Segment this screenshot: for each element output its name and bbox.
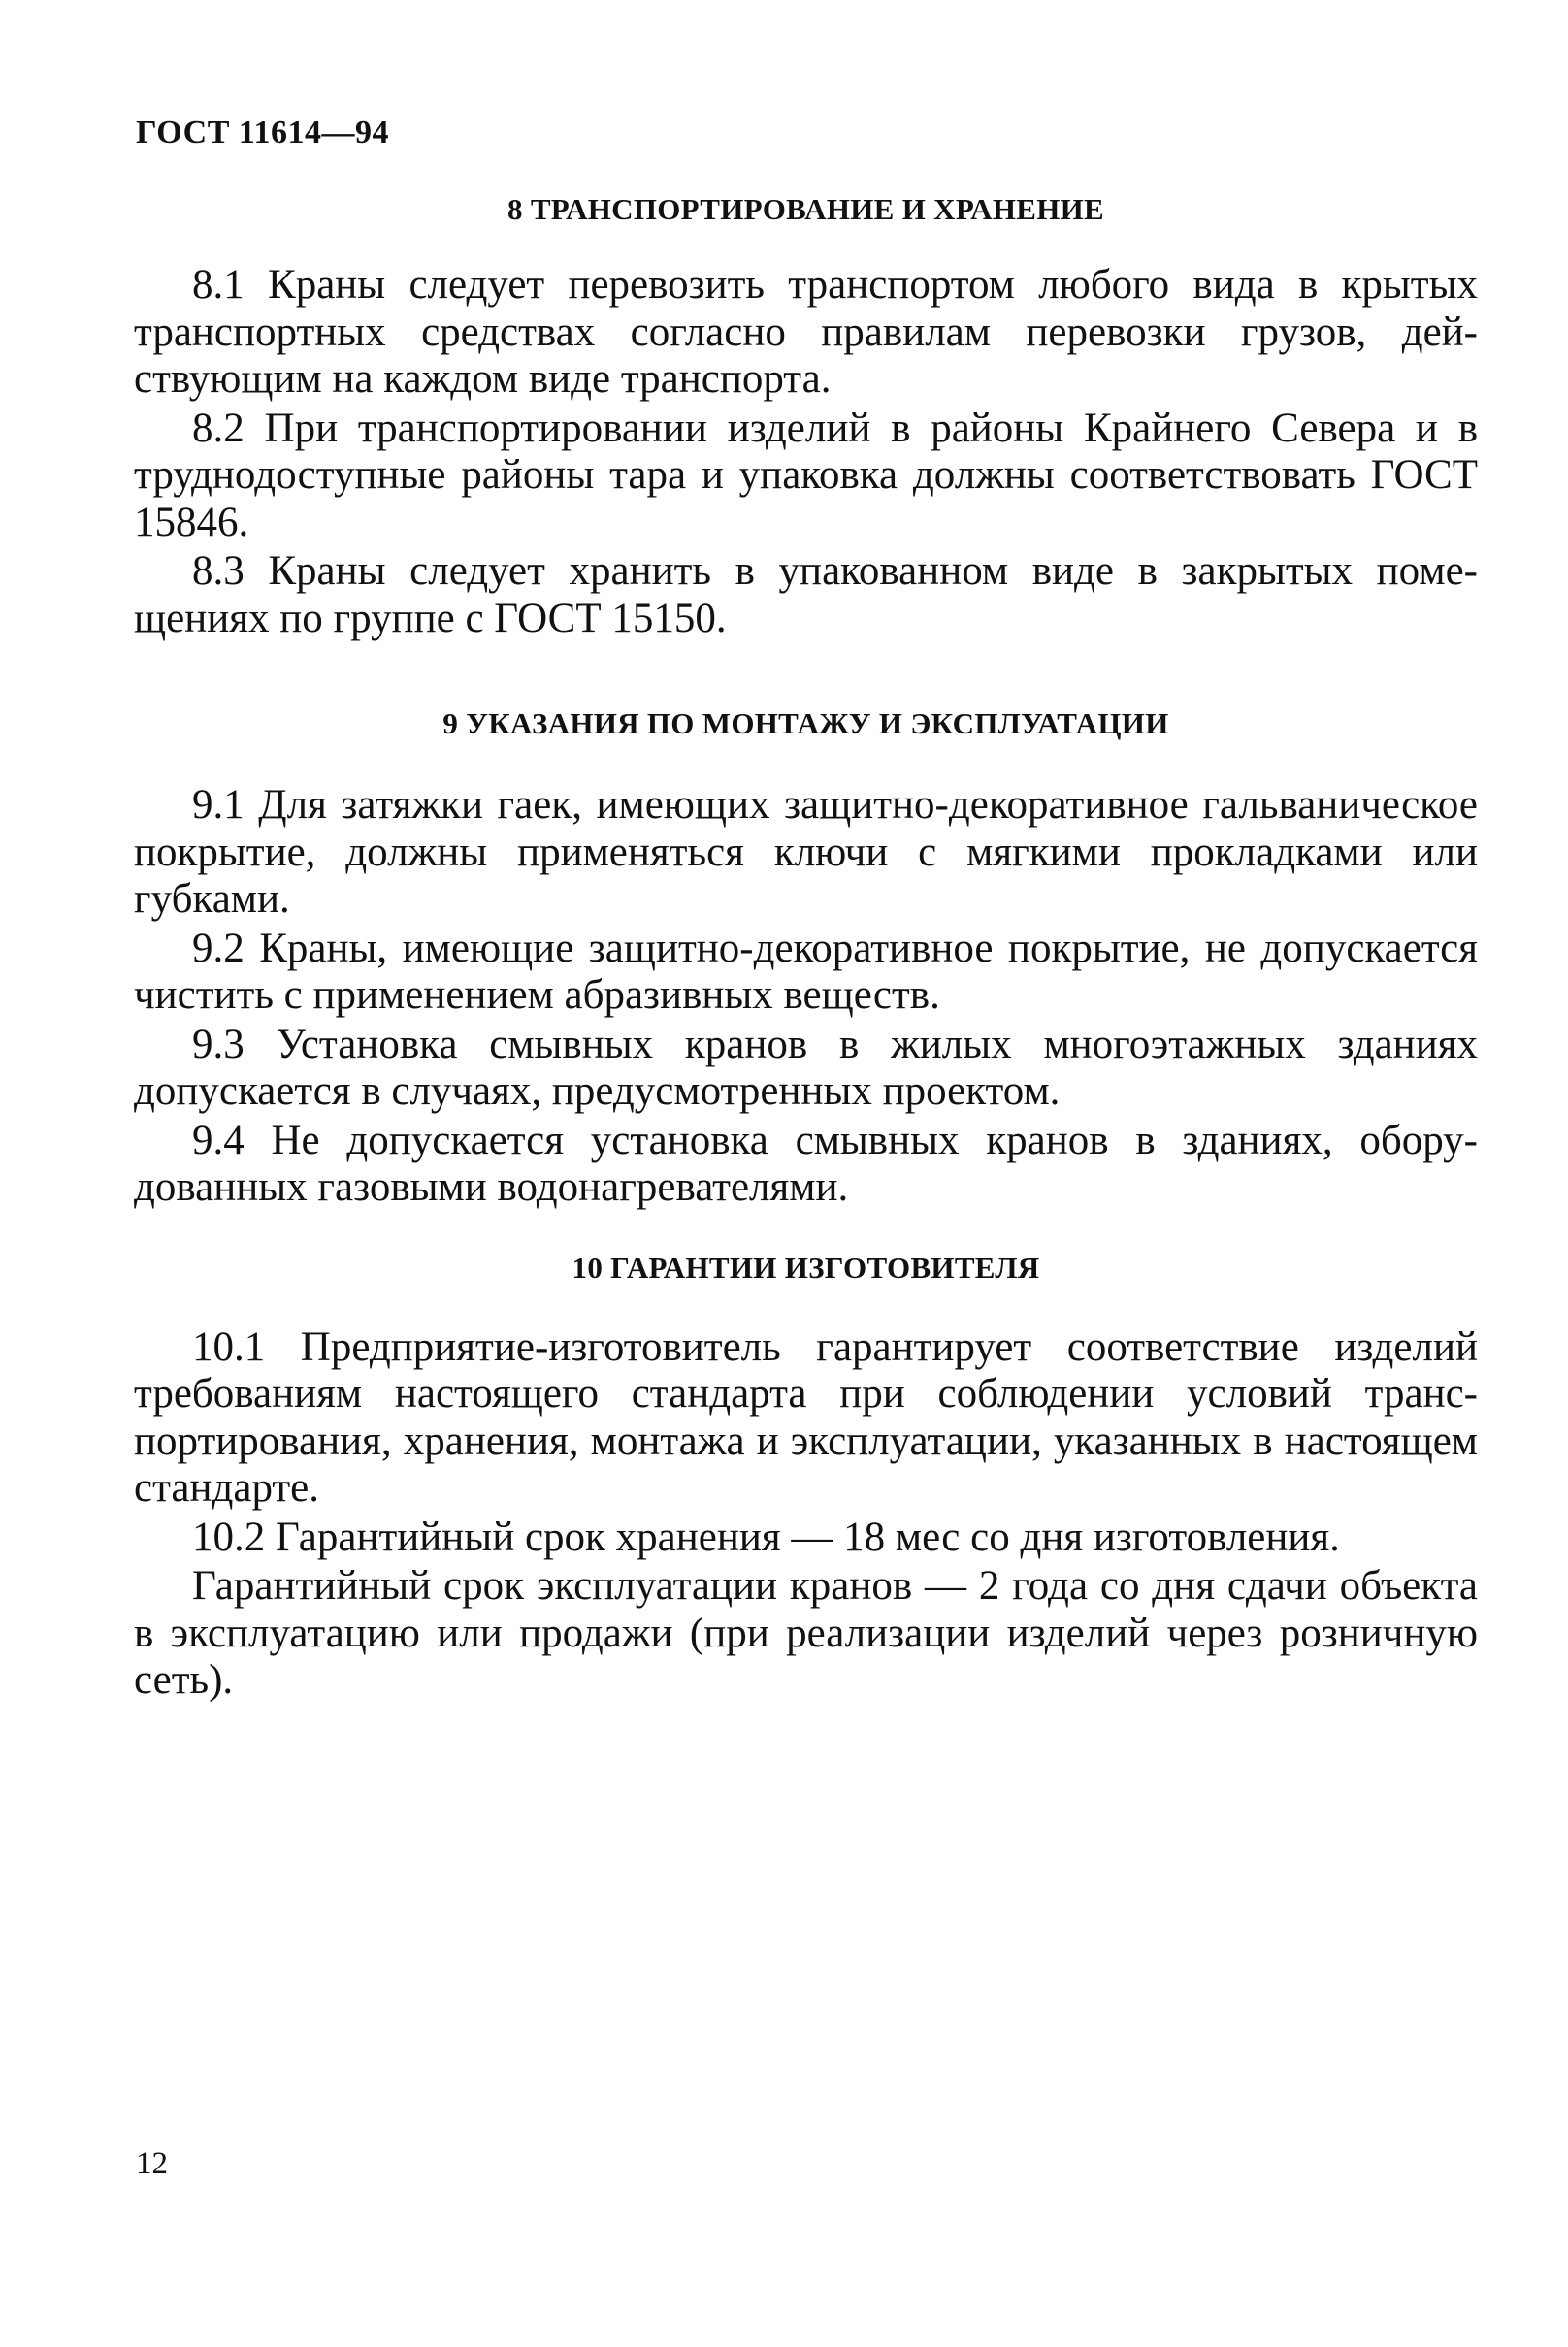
paragraph-9-1: 9.1 Для затяжки гаек, имеющих защитно-декоративное гальваническое покрытие, должны применяться ключи с мягкими прокладками или губками. [134,782,1478,922]
document-body [134,192,1478,1707]
section-title: 9 УКАЗАНИЯ ПО МОНТАЖУ И ЭКСПЛУАТАЦИИ [442,706,1169,740]
paragraph-8-1: 8.1 Краны следует перевозить транспортом любого вида в крытых транспортных средствах согласно правилам перевозки грузов, действующим на каждом виде транспорта. [134,262,1478,402]
page-number: 12 [136,2146,168,2181]
paragraph-8-2: 8.2 При транспортировании изделий в районы Крайнего Севера и в труднодоступные районы тара и упаковка должны соответствовать ГОСТ 15846. [134,405,1478,545]
paragraph-warranty-operation: Гарантийный срок эксплуатации кранов — 2 года со дня сдачи объекта в эксплуатацию или продажи (при реализации изделий через розничную сеть). [134,1563,1478,1703]
paragraph-10-1: 10.1 Предприятие-изготовитель гарантирует соответствие изделий требованиям настоящего стандарта при соблюдении условий транспортирования, хранения, монтажа и эксплуатации, указанных в настоящем стандарте. [134,1323,1478,1511]
section-10 [134,1251,1478,1705]
section-8 [134,192,1478,642]
document-code: ГОСТ 11614—94 [136,114,390,150]
paragraph-9-2: 9.2 Краны, имеющие защитно-декоративное покрытие, не допускается чистить с применением абразивных веществ. [134,925,1478,1018]
paragraph-9-4: 9.4 Не допускается установка смывных кранов в зданиях, оборудованных газовыми водонагревателями. [134,1117,1478,1210]
section-9 [134,706,1478,1212]
section-title: 8 ТРАНСПОРТИРОВАНИЕ И ХРАНЕНИЕ [506,192,1105,226]
paragraph-8-3: 8.3 Краны следует хранить в упакованном виде в закрытых помещениях по группе с ГОСТ 15150. [134,548,1478,641]
paragraph-10-2: 10.2 Гарантийный срок хранения — 18 мес со дня изготовления. [192,1514,1340,1560]
section-title: 10 ГАРАНТИИ ИЗГОТОВИТЕЛЯ [572,1250,1040,1285]
paragraph-9-3: 9.3 Установка смывных кранов в жилых многоэтажных зданиях допускается в случаях, предусмотренных проектом. [134,1021,1478,1114]
